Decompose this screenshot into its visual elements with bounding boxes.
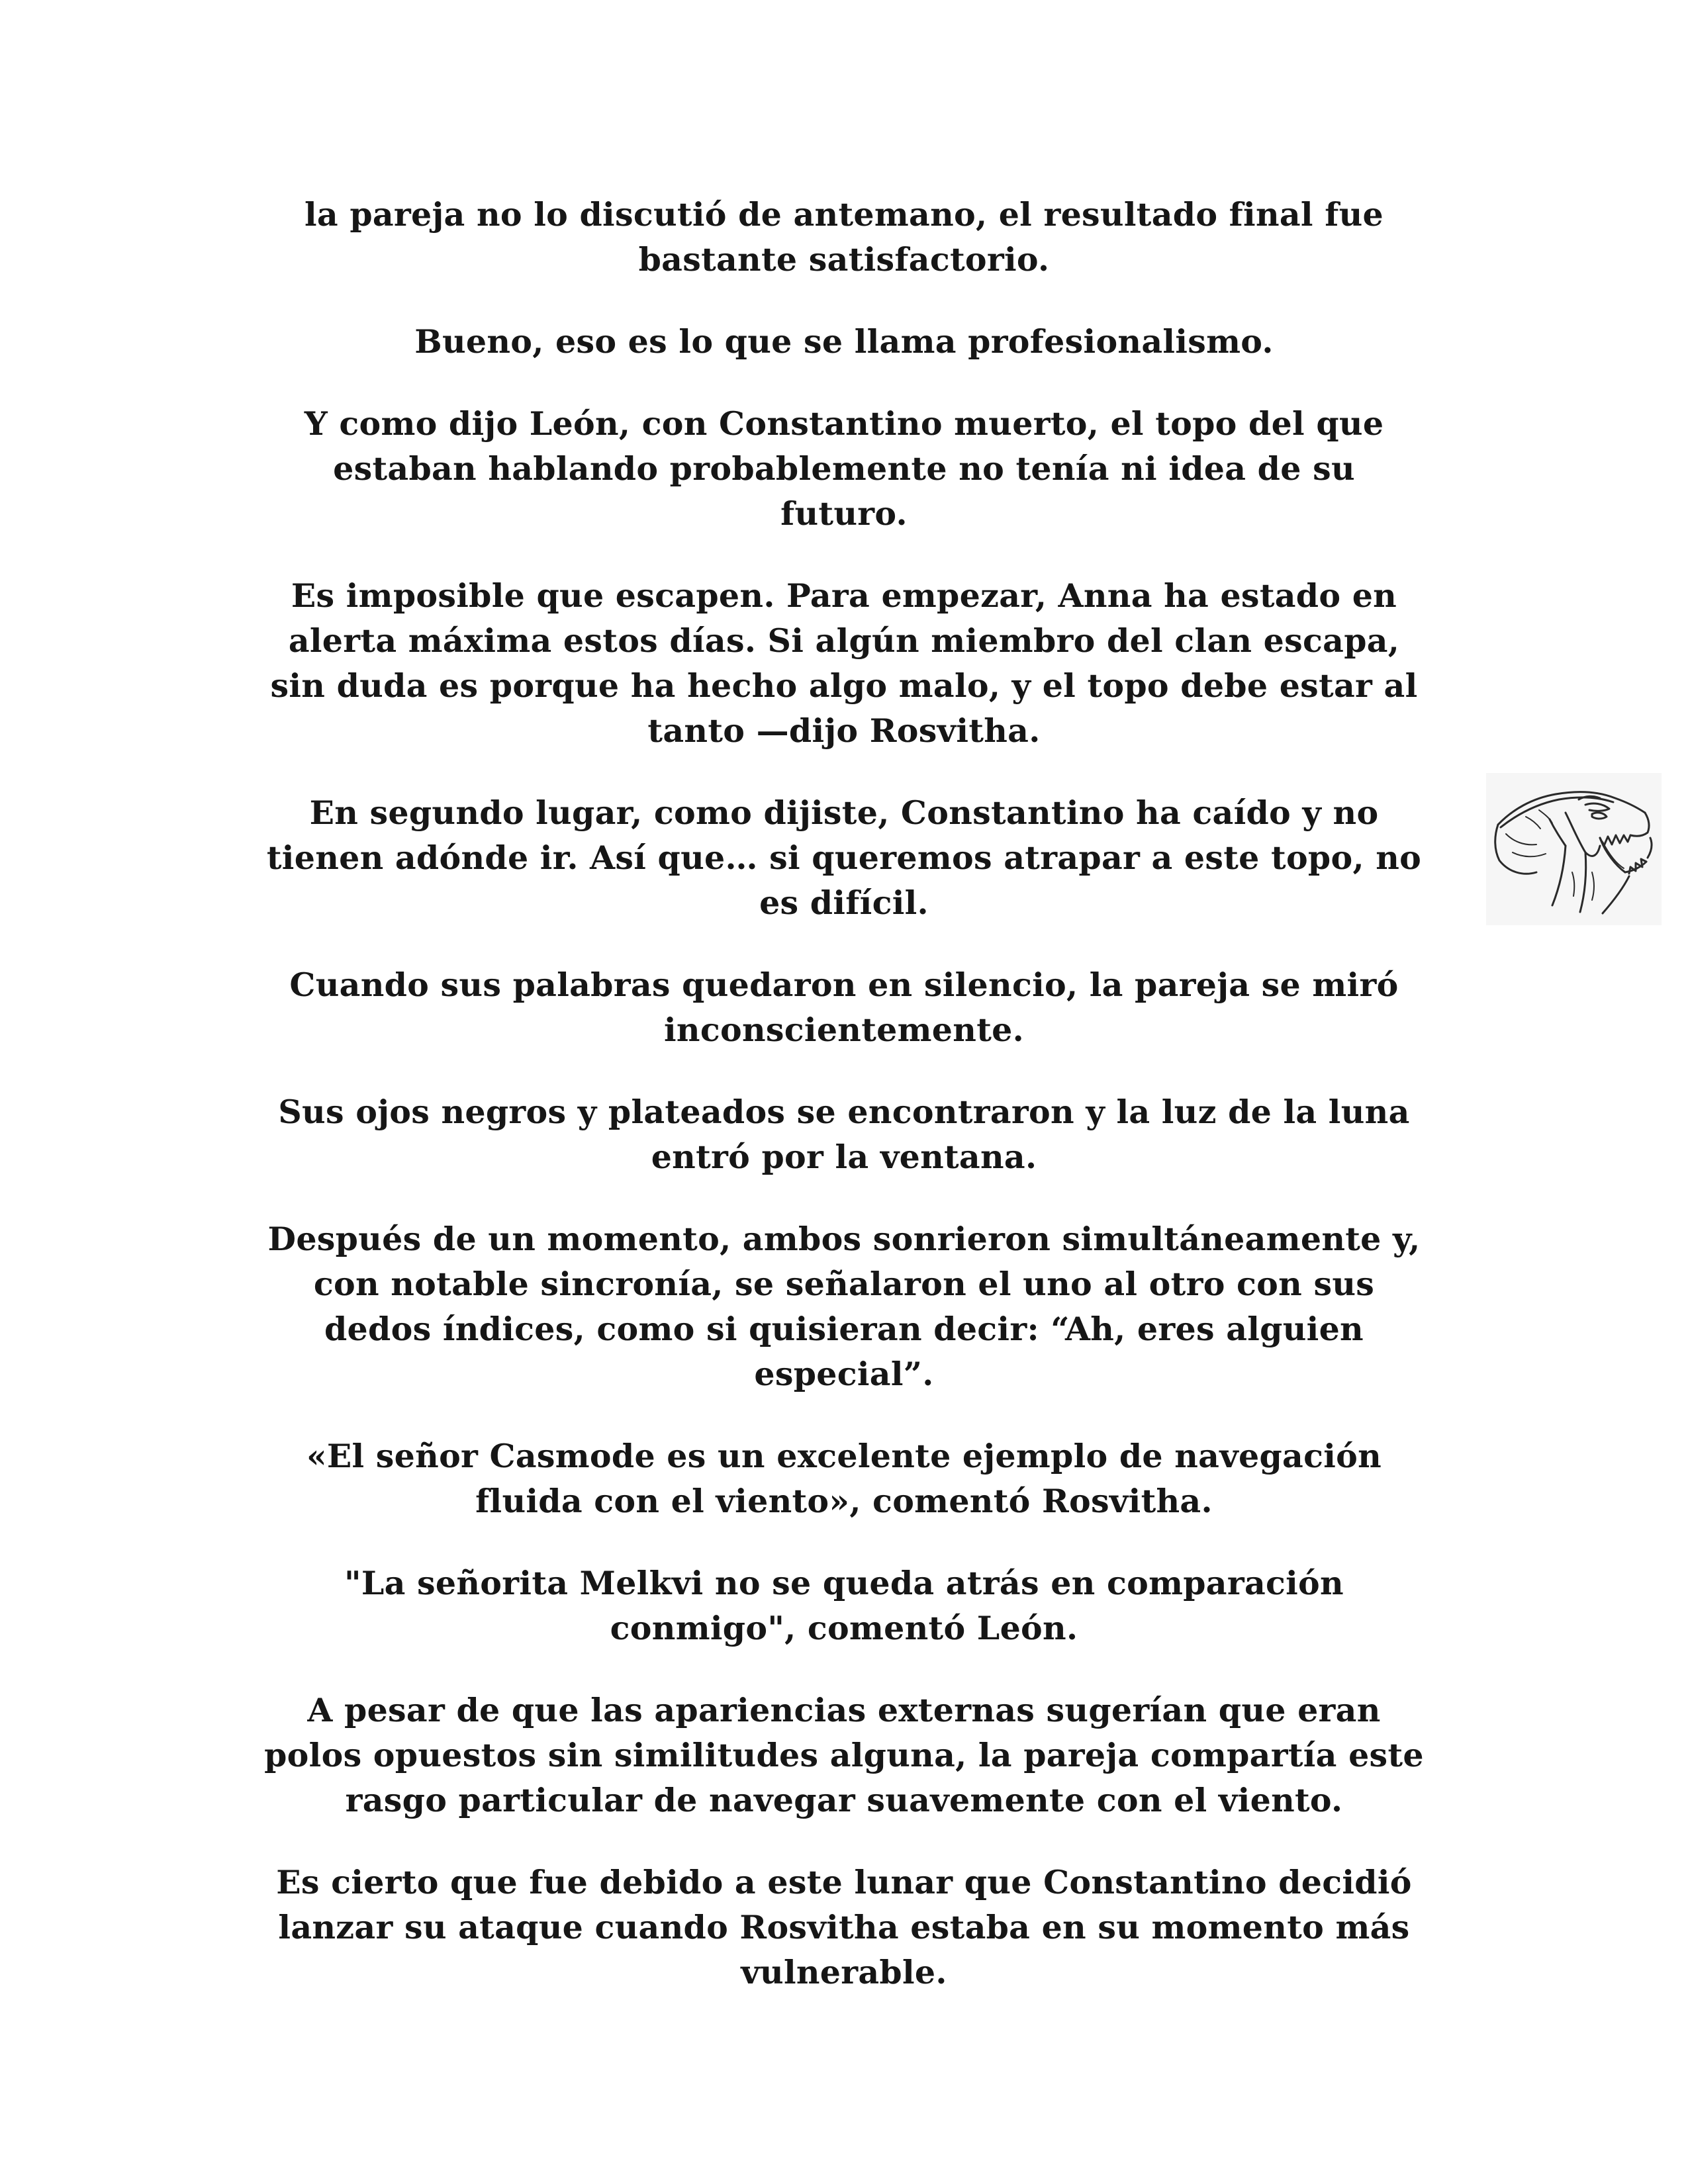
text-line: tienen adónde ir. Así que… si queremos atrapar a este topo, no [266, 839, 1422, 877]
text-line: Sus ojos negros y plateados se encontraron y la luz de la luna [278, 1093, 1410, 1131]
text-line: conmigo", comentó León. [610, 1609, 1078, 1647]
text-line: Cuando sus palabras quedaron en silencio, la pareja se miró [289, 966, 1399, 1004]
text-line: bastante satisfactorio. [638, 240, 1050, 279]
text-line: En segundo lugar, como dijiste, Constantino ha caído y no [309, 794, 1379, 832]
paragraph [228, 1433, 1460, 1524]
text-line: Es imposible que escapen. Para empezar, Anna ha estado en [291, 576, 1397, 615]
paragraph [228, 401, 1460, 536]
text-line: alerta máxima estos días. Si algún miembro del clan escapa, [288, 621, 1400, 660]
text-line: fluida con el viento», comentó Rosvitha. [475, 1482, 1213, 1520]
paragraph [228, 790, 1460, 925]
paragraph [228, 1216, 1460, 1396]
body-text [228, 192, 1460, 2032]
text-line: Y como dijo León, con Constantino muerto, el topo del que [304, 404, 1384, 443]
paragraph [228, 1860, 1460, 1995]
text-line: "La señorita Melkvi no se queda atrás en comparación [344, 1564, 1344, 1602]
paragraph [228, 1561, 1460, 1651]
text-line: rasgo particular de navegar suavemente con el viento. [345, 1781, 1343, 1819]
text-line: Es cierto que fue debido a este lunar que Constantino decidió [276, 1863, 1412, 1901]
text-line: Bueno, eso es lo que se llama profesionalismo. [414, 322, 1274, 361]
text-line: polos opuestos sin similitudes alguna, la pareja compartía este [264, 1736, 1424, 1774]
text-line: A pesar de que las apariencias externas sugerían que eran [307, 1691, 1381, 1729]
paragraph [228, 962, 1460, 1052]
text-line: lanzar su ataque cuando Rosvitha estaba en su momento más [278, 1908, 1410, 1946]
text-line: tanto —dijo Rosvitha. [647, 711, 1041, 750]
text-line: dedos índices, como si quisieran decir: “Ah, eres alguien [324, 1310, 1364, 1348]
paragraph [228, 573, 1460, 753]
text-line: «El señor Casmode es un excelente ejemplo de navegación [306, 1437, 1382, 1475]
text-line: estaban hablando probablemente no tenía ni idea de su [333, 449, 1355, 488]
text-line: inconscientemente. [664, 1011, 1024, 1049]
paragraph [228, 192, 1460, 282]
text-line: la pareja no lo discutió de antemano, el resultado final fue [305, 195, 1383, 234]
text-line: Después de un momento, ambos sonrieron simultáneamente y, [267, 1220, 1421, 1258]
dinosaur-head-sketch-icon [1486, 773, 1662, 925]
text-line: sin duda es porque ha hecho algo malo, y el topo debe estar al [270, 666, 1418, 705]
paragraph [228, 319, 1460, 364]
text-line: es difícil. [759, 884, 929, 922]
text-line: con notable sincronía, se señalaron el uno al otro con sus [313, 1265, 1375, 1303]
text-line: futuro. [780, 494, 908, 533]
text-line: vulnerable. [741, 1953, 947, 1991]
text-line: especial”. [754, 1355, 934, 1393]
paragraph [228, 1089, 1460, 1179]
text-line: entró por la ventana. [651, 1138, 1037, 1176]
paragraph [228, 1688, 1460, 1823]
